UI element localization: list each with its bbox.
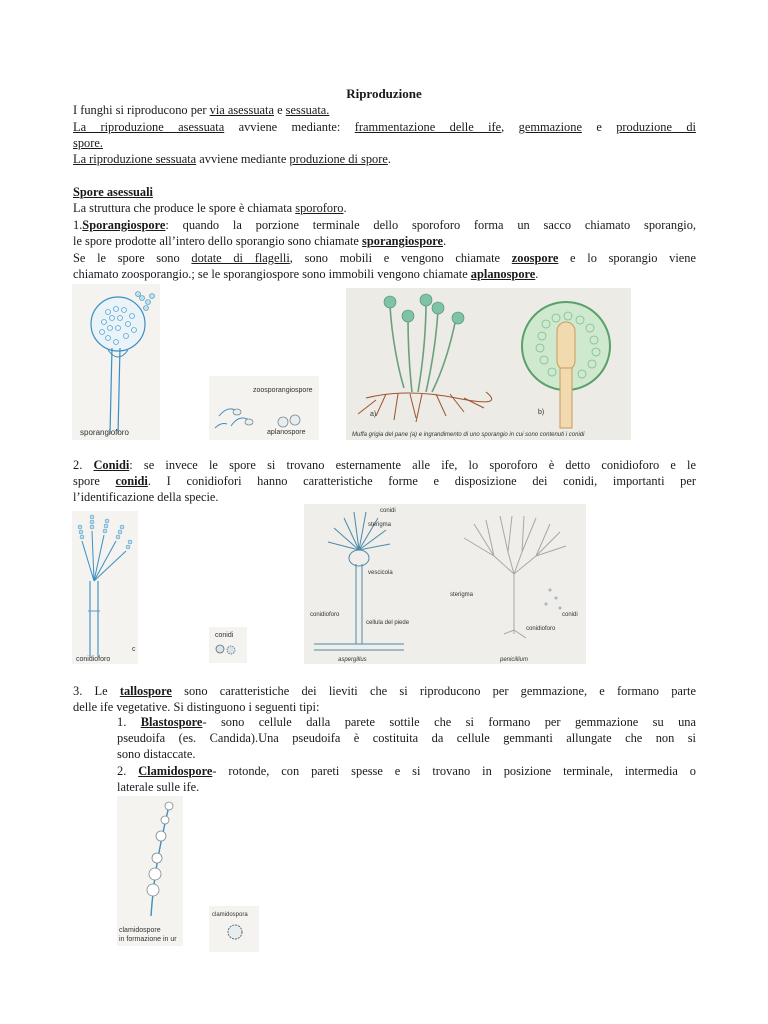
label-penicillium: penicillium — [500, 657, 529, 663]
tallospore-line-1: 3. Le tallospore sono caratteristiche dei lieviti che si riproducono per gemmazione, e formano parte — [73, 684, 696, 698]
label-vescicola: vescicola — [368, 570, 393, 576]
intro-line-4: La riproduzione sessuata avviene mediante produzione di spore. — [73, 152, 391, 166]
spore-line-4: Se le spore sono dotate di flagelli, sono mobili e vengono chiamate zoospore e lo sporangio viene — [73, 251, 696, 265]
conidi-line-3: l’identificazione della specie. — [73, 490, 219, 504]
conidi-line-2: spore conidi. I conidiofori hanno caratteristiche forme e disposizione dei conidi, importanti per — [73, 474, 696, 488]
caption-c: c — [132, 646, 136, 653]
caption-clamidospore: clamidospore — [119, 927, 161, 934]
caption-bread-mold: Muffa grigia del pane (a) e ingrandimento di uno sporangio in cui sono contenuti i conidi — [352, 432, 585, 438]
intro-line-3: spore. — [73, 136, 103, 150]
label-conidi-top: conidi — [380, 508, 396, 514]
label-a: a) — [370, 411, 377, 418]
label-sterigma: sterigma — [368, 522, 392, 528]
caption-sporangioforo: sporangioforo — [80, 428, 129, 437]
caption-conidioforo: conidioforo — [76, 656, 111, 663]
figure-bread-mold — [346, 288, 631, 440]
figure-aspergillus-penicillium — [304, 504, 586, 664]
caption-in-formazione: in formazione in ur — [119, 936, 177, 943]
label-conidioforo-b: conidioforo — [526, 626, 556, 632]
blastospore-line-2: pseudoifa (es. Candida).Una pseudoifa è costituita da cellule gemmanti allungate che non si — [117, 731, 696, 745]
label-conidioforo-a: conidioforo — [310, 612, 340, 618]
figure-conidiophore — [72, 511, 138, 664]
label-sterigma-2: sterigma — [450, 592, 474, 598]
clamidospore-line-1: 2. Clamidospore- rotonde, con pareti spesse e si trovano in posizione terminale, intermedia o — [117, 764, 696, 778]
clamidospore-line-2: laterale sulle ife. — [117, 780, 200, 794]
intro-line-2: La riproduzione asessuata avviene mediante: frammentazione delle ife, gemmazione e produzione di — [73, 120, 696, 134]
section-heading-spore-asessuali: Spore asessuali — [73, 185, 153, 199]
spore-line-5: chiamato zoosporangio.; se le sporangiospore sono immobili vengono chiamate aplanospore. — [73, 267, 539, 281]
spore-line-3: le spore prodotte all’intero dello sporangio sono chiamate sporangiospore. — [73, 234, 447, 248]
blastospore-line-1: 1. Blastospore- sono cellule dalla parete sottile che si formano per gemmazione su una — [117, 715, 696, 729]
blastospore-line-3: sono distaccate. — [117, 747, 196, 761]
label-aspergillus: aspergillus — [338, 657, 367, 663]
conidi-line-1: 2. Conidi: se invece le spore si trovano esternamente alle ife, lo sporoforo è detto conidioforo e le — [73, 458, 696, 472]
figure-clamidospora — [209, 906, 259, 952]
caption-conidi: conidi — [215, 632, 234, 639]
figure-conidia — [209, 627, 247, 663]
label-conidi-2: conidi — [562, 612, 578, 618]
caption-aplanospore: aplanospore — [267, 429, 306, 436]
figure-zoospores — [209, 376, 319, 440]
label-cellula-del-piede: cellula del piede — [366, 620, 410, 626]
label-b: b) — [538, 409, 545, 416]
tallospore-line-2: delle ife vegetative. Si distinguono i seguenti tipi: — [73, 700, 320, 714]
caption-zoosporangiospore: zoosporangiospore — [253, 387, 313, 394]
figure-sporangiophore — [72, 284, 160, 440]
spore-line-2: 1.Sporangiospore: quando la porzione terminale dello sporoforo forma un sacco chiamato sporangio, — [73, 218, 696, 232]
spore-line-1: La struttura che produce le spore è chiamata sporoforo. — [73, 201, 347, 215]
caption-clamidospora: clamidospora — [212, 912, 248, 918]
figure-clamidospore-formation — [117, 796, 183, 946]
intro-line-1: I funghi si riproducono per via asessuata e sessuata. — [73, 103, 330, 117]
page-title: Riproduzione — [346, 86, 422, 101]
